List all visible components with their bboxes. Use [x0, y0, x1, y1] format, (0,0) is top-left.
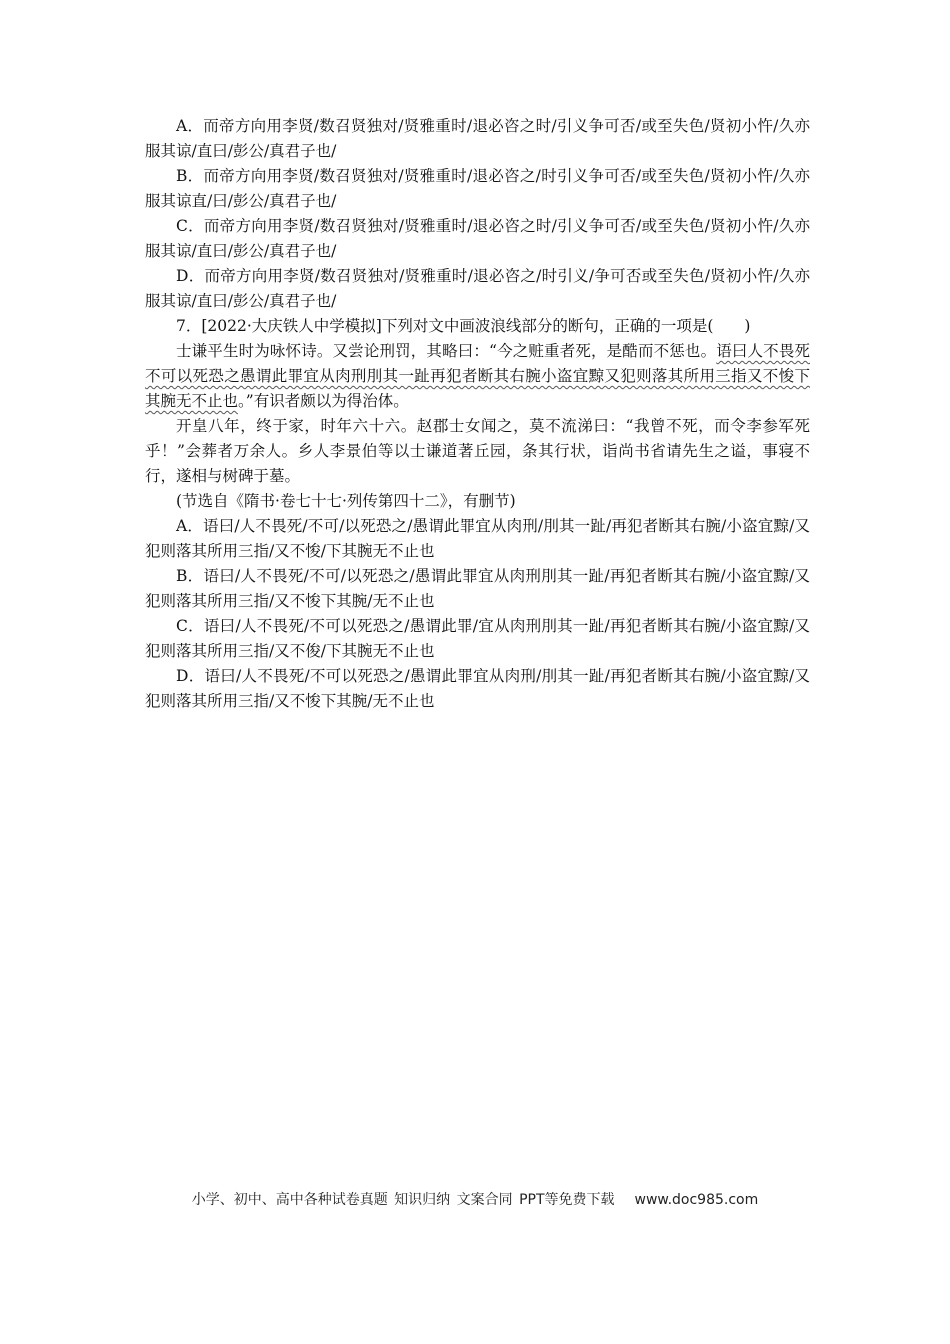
passage-text: 。”有识者颇以为得治体。	[238, 392, 409, 410]
q7-stem: 7．[2022·大庆铁人中学模拟]下列对文中画波浪线部分的断句，正确的一项是( )	[176, 317, 751, 335]
q6-option-a: A．而帝方向用李贤/数召贤独对/贤雅重时/退必咨之时/引义争可否/或至失色/贤初小忤/久亦服其谅/直曰/彭公/真君子也/	[145, 117, 810, 160]
passage-paragraph-2: 开皇八年，终于家，时年六十六。赵郡士女闻之，莫不流涕曰：“我曾不死，而令李参军死乎！”会葬者万余人。乡人李景伯等以士谦道著丘园，条其行状，诣尚书省请先生之谥，事寝不行，遂相与树碑于墓。	[145, 417, 810, 485]
q6-option-c: C．而帝方向用李贤/数召贤独对/贤雅重时/退必咨之时/引义争可否/或至失色/贤初小忤/久亦服其谅/直曰/彭公/真君子也/	[145, 217, 810, 260]
q7-option-d: D．语曰/人不畏死/不可以死恐之/愚谓此罪宜从肉刑/刖其一趾/再犯者断其右腕/小盗宜黥/又犯则落其所用三指/又不悛下其腕/无不止也	[145, 667, 810, 710]
q7-option-b: B．语曰/人不畏死/不可/以死恐之/愚谓此罪宜从肉刑刖其一趾/再犯者断其右腕/小盗宜黥/又犯则落其所用三指/又不悛下其腕/无不止也	[145, 567, 810, 610]
q6-option-b: B．而帝方向用李贤/数召贤独对/贤雅重时/退必咨之/时引义争可否/或至失色/贤初小忤/久亦服其谅直/曰/彭公/真君子也/	[145, 167, 810, 210]
q7-option-c: C．语曰/人不畏死/不可以死恐之/愚谓此罪/宜从肉刑刖其一趾/再犯者断其右腕/小盗宜黥/又犯则落其所用三指/又不俊/下其腕无不止也	[145, 617, 810, 660]
passage-paragraph-1	[145, 339, 810, 414]
q6-option-d: D．而帝方向用李贤/数召贤独对/贤雅重时/退必咨之/时引义/争可否或至失色/贤初小忤/久亦服其谅/直曰/彭公/真君子也/	[145, 267, 810, 310]
q7-option-a: A．语曰/人不畏死/不可/以死恐之/愚谓此罪宜从肉刑/刖其一趾/再犯者断其右腕/小盗宜黥/又犯则落其所用三指/又不悛/下其腕无不止也	[145, 517, 810, 560]
footer-text: 小学、初中、高中各种试卷真题 知识归纳 文案合同 PPT等免费下载	[191, 1192, 615, 1208]
footer-url[interactable]: www.doc985.com	[634, 1192, 759, 1208]
wavy-underlined-text: 语曰人不畏死不可以死恐之愚谓此罪宜从肉刑刖其一趾再犯者断其右腕小盗宜黥又犯则落其所用三指又不悛下其腕无不止也	[145, 342, 810, 410]
passage-text: 士谦平生时为咏怀诗。又尝论刑罚，其略曰：“今之赃重者死，是酷而不惩也。	[176, 342, 717, 360]
page-footer	[0, 1190, 950, 1210]
document-body	[145, 114, 810, 714]
passage-source: (节选自《隋书·卷七十七·列传第四十二》，有删节)	[176, 492, 516, 510]
